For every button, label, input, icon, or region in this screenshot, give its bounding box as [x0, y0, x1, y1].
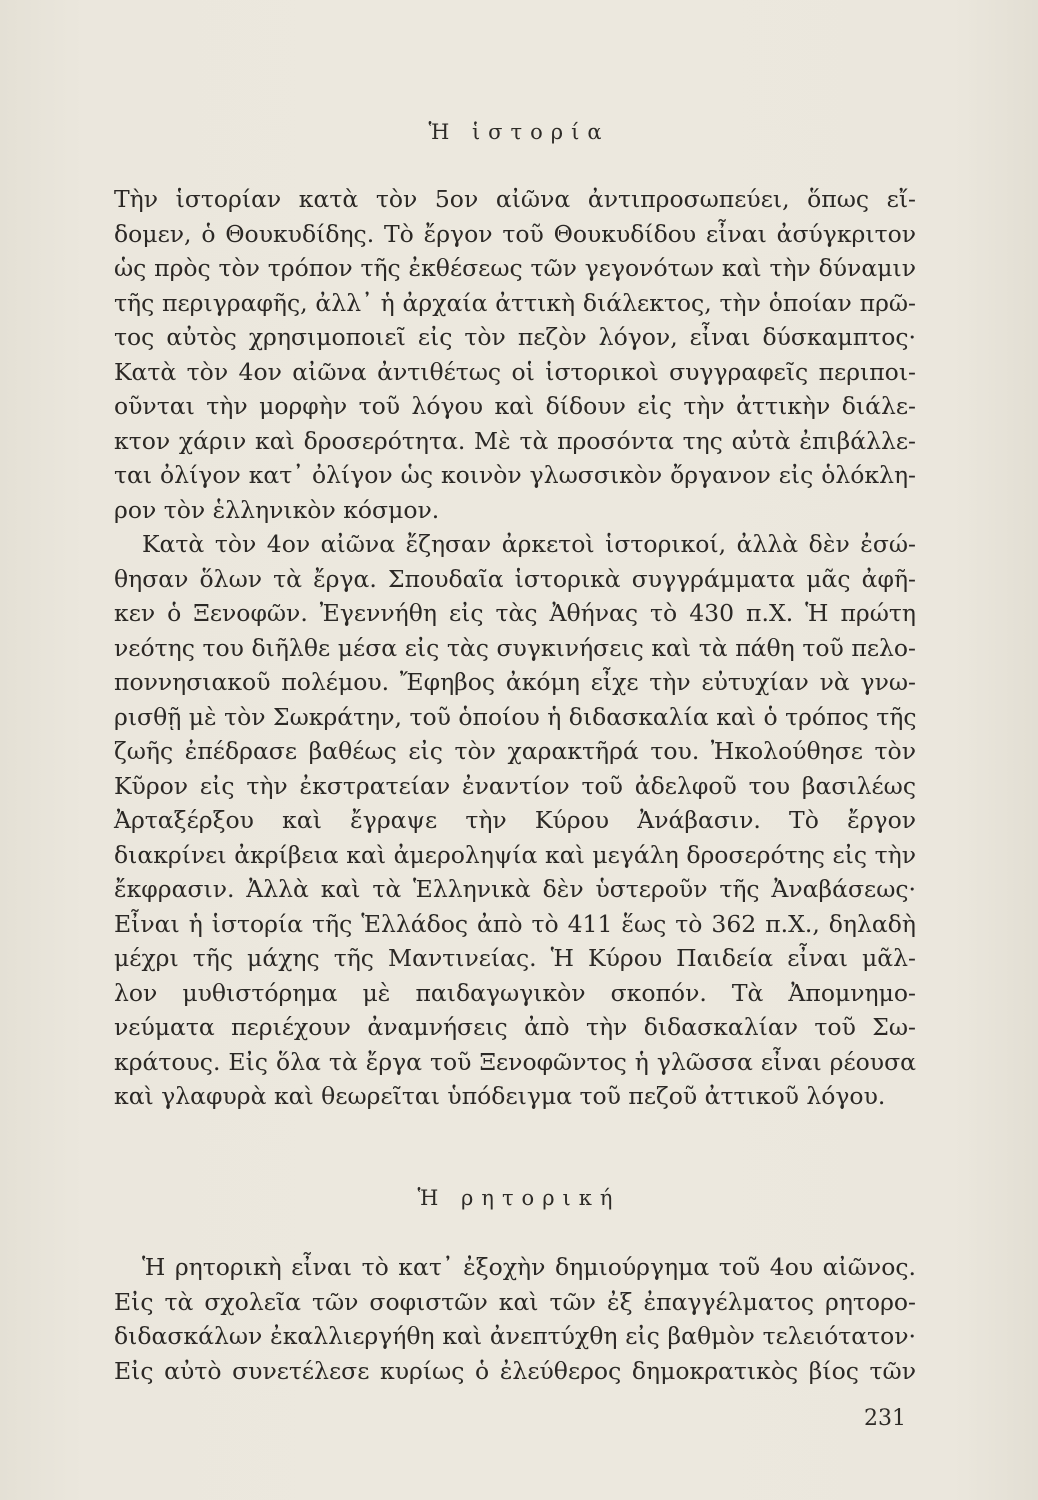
text-line: Κατὰ τὸν 4ον αἰῶνα ἔζησαν ἀρκετοὶ ἱστορικοί, ἀλλὰ δὲν ἐσώ-: [142, 530, 916, 558]
text-line: νεύματα περιέχουν ἀναμνήσεις ἀπὸ τὴν διδασκαλίαν τοῦ Σω-: [114, 1013, 916, 1041]
text-line: Εἰς τὰ σχολεῖα τῶν σοφιστῶν καὶ τῶν ἐξ ἐπαγγέλματος ρητορο-: [114, 1287, 916, 1316]
rhetoric-text-block: [114, 1250, 916, 1388]
text-line: νεότης του διῆλθε μέσα εἰς τὰς συγκινήσεις καὶ τὰ πάθη τοῦ πελο-: [114, 633, 916, 662]
text-line: καὶ γλαφυρὰ καὶ θεωρεῖται ὑπόδειγμα τοῦ πεζοῦ ἀττικοῦ λόγου.: [114, 1082, 886, 1110]
text-line: κτον χάριν καὶ δροσερότητα. Μὲ τὰ προσόντα της αὐτὰ ἐπιβάλλε-: [114, 426, 916, 455]
section-heading-rhetoric: Ἡ ρητορική: [417, 1186, 621, 1210]
text-line: θησαν ὅλων τὰ ἔργα. Σπουδαῖα ἱστορικὰ συγγράμματα μᾶς ἀφῆ-: [114, 564, 916, 593]
text-line: Κατὰ τὸν 4ον αἰῶνα ἀντιθέτως οἱ ἱστορικοὶ συγγραφεῖς περιποι-: [114, 357, 916, 386]
text-line: Τὴν ἱστορίαν κατὰ τὸν 5ον αἰῶνα ἀντιπροσωπεύει, ὅπως εἴ-: [114, 185, 916, 213]
text-line: Ἡ ρητορικὴ εἶναι τὸ κατ᾽ ἐξοχὴν δημιούργημα τοῦ 4ου αἰῶνος.: [142, 1253, 916, 1281]
section-heading-history: Ἡ ἱστορία: [428, 120, 610, 144]
text-line: μέχρι τῆς μάχης τῆς Μαντινείας. Ἡ Κύρου Παιδεία εἶναι μᾶλ-: [114, 944, 916, 972]
text-line: ρον τὸν ἑλληνικὸν κόσμον.: [114, 495, 440, 524]
text-line: ται ὀλίγον κατ᾽ ὀλίγον ὡς κοινὸν γλωσσικὸν ὄργανον εἰς ὁλόκλη-: [114, 461, 916, 489]
text-line: ἔκφρασιν. Ἀλλὰ καὶ τὰ Ἑλληνικὰ δὲν ὑστεροῦν τῆς Ἀναβάσεως·: [114, 875, 916, 903]
page-number: 231: [864, 1406, 906, 1431]
text-line: διακρίνει ἀκρίβεια καὶ ἀμεροληψία καὶ μεγάλη δροσερότης εἰς τὴν: [114, 840, 916, 869]
text-line: Εἶναι ἡ ἱστορία τῆς Ἑλλάδος ἀπὸ τὸ 411 ἕως τὸ 362 π.Χ., δηλαδὴ: [114, 909, 916, 938]
text-line: λον μυθιστόρημα μὲ παιδαγωγικὸν σκοπόν. Τὰ Ἀπομνημο-: [114, 978, 916, 1007]
text-line: ὡς πρὸς τὸν τρόπον τῆς ἐκθέσεως τῶν γεγονότων καὶ τὴν δύναμιν: [114, 254, 916, 282]
text-line: οῦνται τὴν μορφὴν τοῦ λόγου καὶ δίδουν εἰς τὴν ἀττικὴν διάλε-: [114, 392, 916, 420]
text-line: κράτους. Εἰς ὅλα τὰ ἔργα τοῦ Ξενοφῶντος ἡ γλῶσσα εἶναι ρέουσα: [114, 1047, 916, 1076]
text-line: Κῦρον εἰς τὴν ἐκστρατείαν ἐναντίον τοῦ ἀδελφοῦ του βασιλέως: [114, 771, 916, 800]
history-text-block: [114, 182, 916, 1114]
text-line: τῆς περιγραφῆς, ἀλλ᾽ ἡ ἀρχαία ἀττικὴ διάλεκτος, τὴν ὁποίαν πρῶ-: [114, 288, 916, 317]
text-line: ρισθῇ μὲ τὸν Σωκράτην, τοῦ ὁποίου ἡ διδασκαλία καὶ ὁ τρόπος τῆς: [114, 702, 917, 731]
text-line: κεν ὁ Ξενοφῶν. Ἐγεννήθη εἰς τὰς Ἀθήνας τὸ 430 π.Χ. Ἡ πρώτη: [114, 599, 916, 627]
text-line: ζωῆς ἐπέδρασε βαθέως εἰς τὸν χαρακτῆρά του. Ἠκολούθησε τὸν: [114, 737, 916, 765]
text-line: διδασκάλων ἐκαλλιεργήθη καὶ ἀνεπτύχθη εἰς βαθμὸν τελειότατον·: [114, 1322, 916, 1350]
text-line: τος αὐτὸς χρησιμοποιεῖ εἰς τὸν πεζὸν λόγον, εἶναι δύσκαμπτος·: [114, 323, 916, 351]
text-line: Εἰς αὐτὸ συνετέλεσε κυρίως ὁ ἐλεύθερος δημοκρατικὸς βίος τῶν: [114, 1356, 916, 1385]
text-line: δομεν, ὁ Θουκυδίδης. Τὸ ἔργον τοῦ Θουκυδίδου εἶναι ἀσύγκριτον: [114, 219, 916, 248]
text-line: Ἀρταξέρξου καὶ ἔγραψε τὴν Κύρου Ἀνάβασιν. Τὸ ἔργον: [114, 806, 916, 834]
text-line: ποννησιακοῦ πολέμου. Ἔφηβος ἀκόμη εἶχε τὴν εὐτυχίαν νὰ γνω-: [114, 668, 916, 696]
